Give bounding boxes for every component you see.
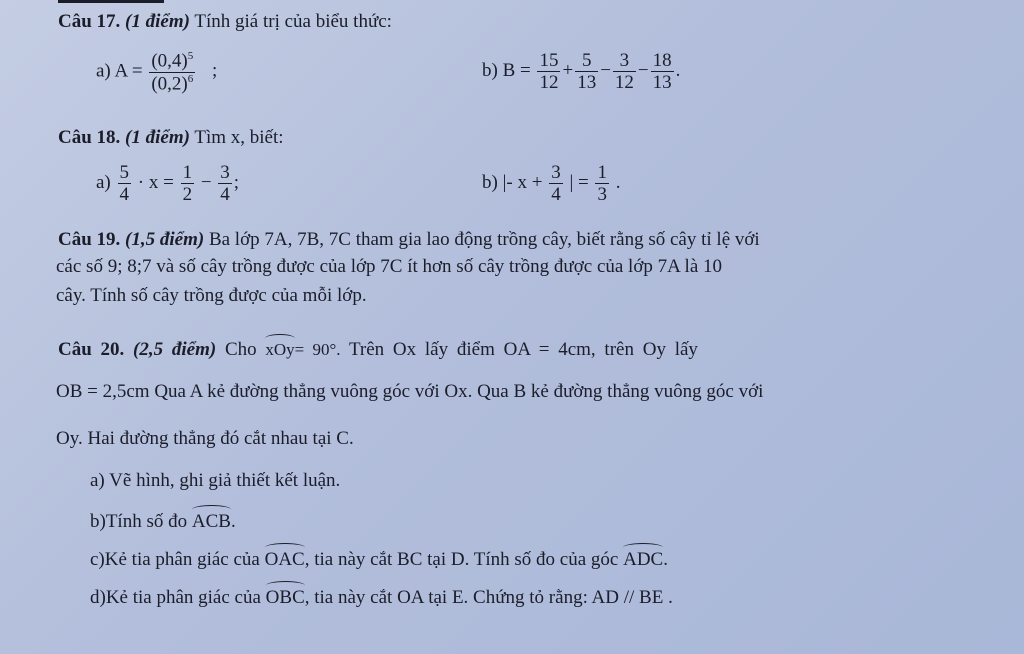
q17-part-a [96, 50, 217, 94]
q17-a-num-base: (0,4) [151, 50, 188, 72]
q17-a-fraction [149, 50, 195, 94]
q18-a-f3-den: 4 [220, 184, 230, 206]
q18-a-end: ; [233, 172, 240, 194]
q18-header [58, 127, 284, 149]
q17-b-f4-num: 18 [652, 50, 672, 71]
q18-b-mid: | = [569, 172, 589, 194]
q20-line3: Oy. Hai đường thẳng đó cắt nhau tại C. [56, 428, 354, 449]
q17-a-num-exp: 5 [187, 50, 194, 62]
q17-a-den-exp: 6 [187, 72, 194, 85]
q20-angle-adc: ADC [623, 546, 663, 571]
q20-angle-oac: OAC [265, 546, 305, 571]
q20-b-post: . [230, 511, 236, 532]
q18-b-f1-num: 3 [551, 162, 561, 183]
q17-header [58, 11, 392, 33]
q17-b-f3-den: 12 [614, 72, 634, 94]
q17-b-f2-den: 13 [577, 72, 597, 94]
q18-a-op: − [200, 172, 212, 194]
q18-a-f2-num: 1 [182, 162, 193, 183]
q20-d-post: , tia này cắt OA tại E. Chứng tỏ rằng: AD // BE . [304, 587, 673, 608]
q19-text1: Ba lớp 7A, 7B, 7C tham gia lao động trồng cây, biết rằng số cây tỉ lệ với [204, 229, 760, 250]
q20-c-post: . [663, 549, 668, 570]
q18-head: Câu 18. [58, 127, 121, 148]
q17-points: (1 điểm) [125, 11, 190, 32]
q17-a-label: a) A = [96, 60, 143, 82]
q18-b-f2-num: 1 [597, 162, 607, 183]
q18-b-label: b) |- x + [482, 172, 543, 194]
q20-c-pre: c)Kẻ tia phân giác của [90, 549, 265, 570]
q18-points: (1 điểm) [125, 127, 190, 148]
q20-head: Câu 20. [58, 339, 125, 360]
q18-a-f3-num: 3 [220, 162, 230, 183]
q18-a-f1-num: 5 [119, 162, 130, 183]
q17-b-op3: − [637, 60, 649, 82]
q17-text: Tính giá trị của biểu thức: [189, 11, 392, 32]
q20-item-c [90, 546, 668, 571]
q17-b-f3-num: 3 [613, 50, 636, 72]
q17-b-f4-den: 13 [652, 72, 672, 94]
q18-text: Tìm x, biết: [189, 127, 284, 148]
q17-part-b [482, 50, 680, 94]
q18-b-end: . [615, 172, 621, 194]
q19-line1 [58, 229, 760, 251]
q20-points: (2,5 điểm) [133, 339, 217, 360]
q18-a-label: a) [96, 172, 111, 194]
q18-part-b [482, 162, 620, 206]
q20-c-mid: , tia này cắt BC tại D. Tính số đo của góc [304, 549, 624, 570]
q17-a-end: ; [212, 60, 218, 82]
q17-b-f1-den: 12 [539, 72, 559, 94]
q18-b-f1-den: 4 [551, 184, 561, 206]
q18-a-f1-den: 4 [119, 184, 130, 206]
q19-line2: các số 9; 8;7 và số cây trồng được của lớp 7C ít hơn số cây trồng được của lớp 7A là 10 [56, 256, 723, 277]
q20-d-pre: d)Kẻ tia phân giác của [90, 587, 266, 608]
q18-b-f2-den: 3 [597, 184, 607, 206]
q20-eq90: = 90°. [294, 340, 341, 359]
q19-points: (1,5 điểm) [125, 229, 205, 250]
q20-item-b [90, 508, 236, 533]
q20-angle-obc: OBC [266, 584, 305, 609]
q20-cho: Cho [224, 339, 257, 360]
q17-b-f1-num: 15 [539, 50, 559, 71]
q17-head: Câu 17. [58, 11, 121, 32]
q18-a-f2-den: 2 [182, 184, 193, 206]
q18-a-mid: · x = [137, 172, 174, 194]
q20-angle-xoy: xOy [265, 337, 294, 360]
q17-b-f2-num: 5 [575, 50, 598, 72]
q17-b-op2: − [600, 60, 611, 82]
top-rule [58, 0, 164, 3]
q17-b-end: . [675, 60, 681, 82]
q20-text1: Trên Ox lấy điểm OA = 4cm, trên Oy lấy [348, 339, 698, 360]
q19-line3: cây. Tính số cây trồng được của mỗi lớp. [56, 285, 367, 306]
q20-angle-acb: ACB [192, 508, 231, 533]
q20-item-a: a) Vẽ hình, ghi giả thiết kết luận. [90, 470, 341, 491]
q17-b-op1: + [562, 60, 574, 82]
q20-b-pre: b)Tính số đo [90, 511, 192, 532]
q19-head: Câu 19. [58, 229, 121, 250]
q20-line2: OB = 2,5cm Qua A kẻ đường thẳng vuông góc với Ox. Qua B kẻ đường thẳng vuông góc với [56, 381, 764, 402]
q17-b-label: b) B = [482, 60, 531, 82]
q20-line1 [58, 337, 698, 361]
q18-part-a [96, 162, 239, 206]
q20-item-d [90, 584, 673, 609]
q17-a-den-base: (0,2) [151, 72, 188, 94]
